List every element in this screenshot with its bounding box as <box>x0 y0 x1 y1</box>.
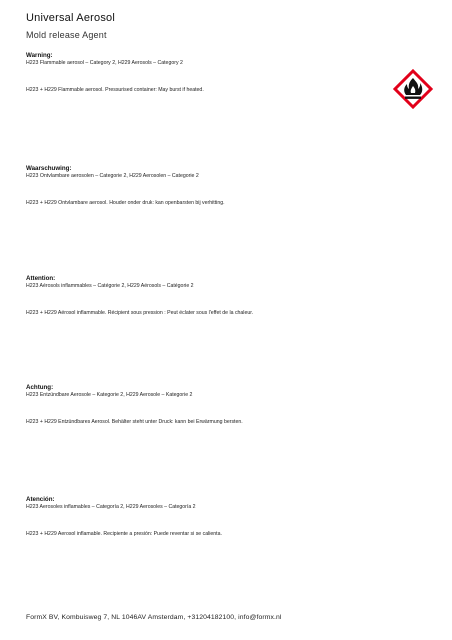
footer-contact: FormX BV, Kombuisweg 7, NL 1046AV Amsterdam, +31204182100, info@formx.nl <box>26 614 282 621</box>
document-title: Universal Aerosol <box>26 12 115 24</box>
hazard-statement: H223 + H229 Aerosol inflamable. Recipiente a presión: Puede reventar si se calienta. <box>26 531 222 537</box>
section-english <box>26 52 386 94</box>
section-dutch <box>26 165 386 207</box>
hazard-statement: H223 + H229 Ontvlambare aerosol. Houder onder druk: kan openbarsten bij verhitting. <box>26 200 225 206</box>
hazard-statement: H223 + H229 Aérosol inflammable. Récipient sous pression : Peut éclater sous l'effet de la chaleur. <box>26 310 254 316</box>
hazard-classification: H223 Aérosols inflammables – Catégorie 2, H229 Aérosols – Catégorie 2 <box>26 283 194 289</box>
ghs-flame-icon <box>393 69 433 109</box>
hazard-classification: H223 Ontvlambare aerosolen – Categorie 2, H229 Aerosolen – Categorie 2 <box>26 173 199 179</box>
section-french <box>26 275 386 317</box>
section-heading: Atención: <box>26 496 55 503</box>
hazard-classification: H223 Flammable aerosol – Category 2, H229 Aerosols – Category 2 <box>26 60 183 66</box>
section-german <box>26 384 386 426</box>
hazard-statement: H223 + H229 Flammable aerosol. Pressurised container: May burst if heated. <box>26 87 204 93</box>
section-heading: Attention: <box>26 275 56 282</box>
hazard-classification: H223 Aerosoles inflamables – Categoría 2, H229 Aerosoles – Categoría 2 <box>26 504 196 510</box>
section-heading: Waarschuwing: <box>26 165 72 172</box>
document-subtitle: Mold release Agent <box>26 30 107 40</box>
section-heading: Warning: <box>26 52 53 59</box>
section-heading: Achtung: <box>26 384 54 391</box>
hazard-statement: H223 + H229 Entzündbares Aerosol. Behälter steht unter Druck: kann bei Erwärmung bersten. <box>26 419 243 425</box>
hazard-classification: H223 Entzündbare Aerosole – Kategorie 2, H229 Aerosole – Kategorie 2 <box>26 392 193 398</box>
section-spanish <box>26 496 386 538</box>
